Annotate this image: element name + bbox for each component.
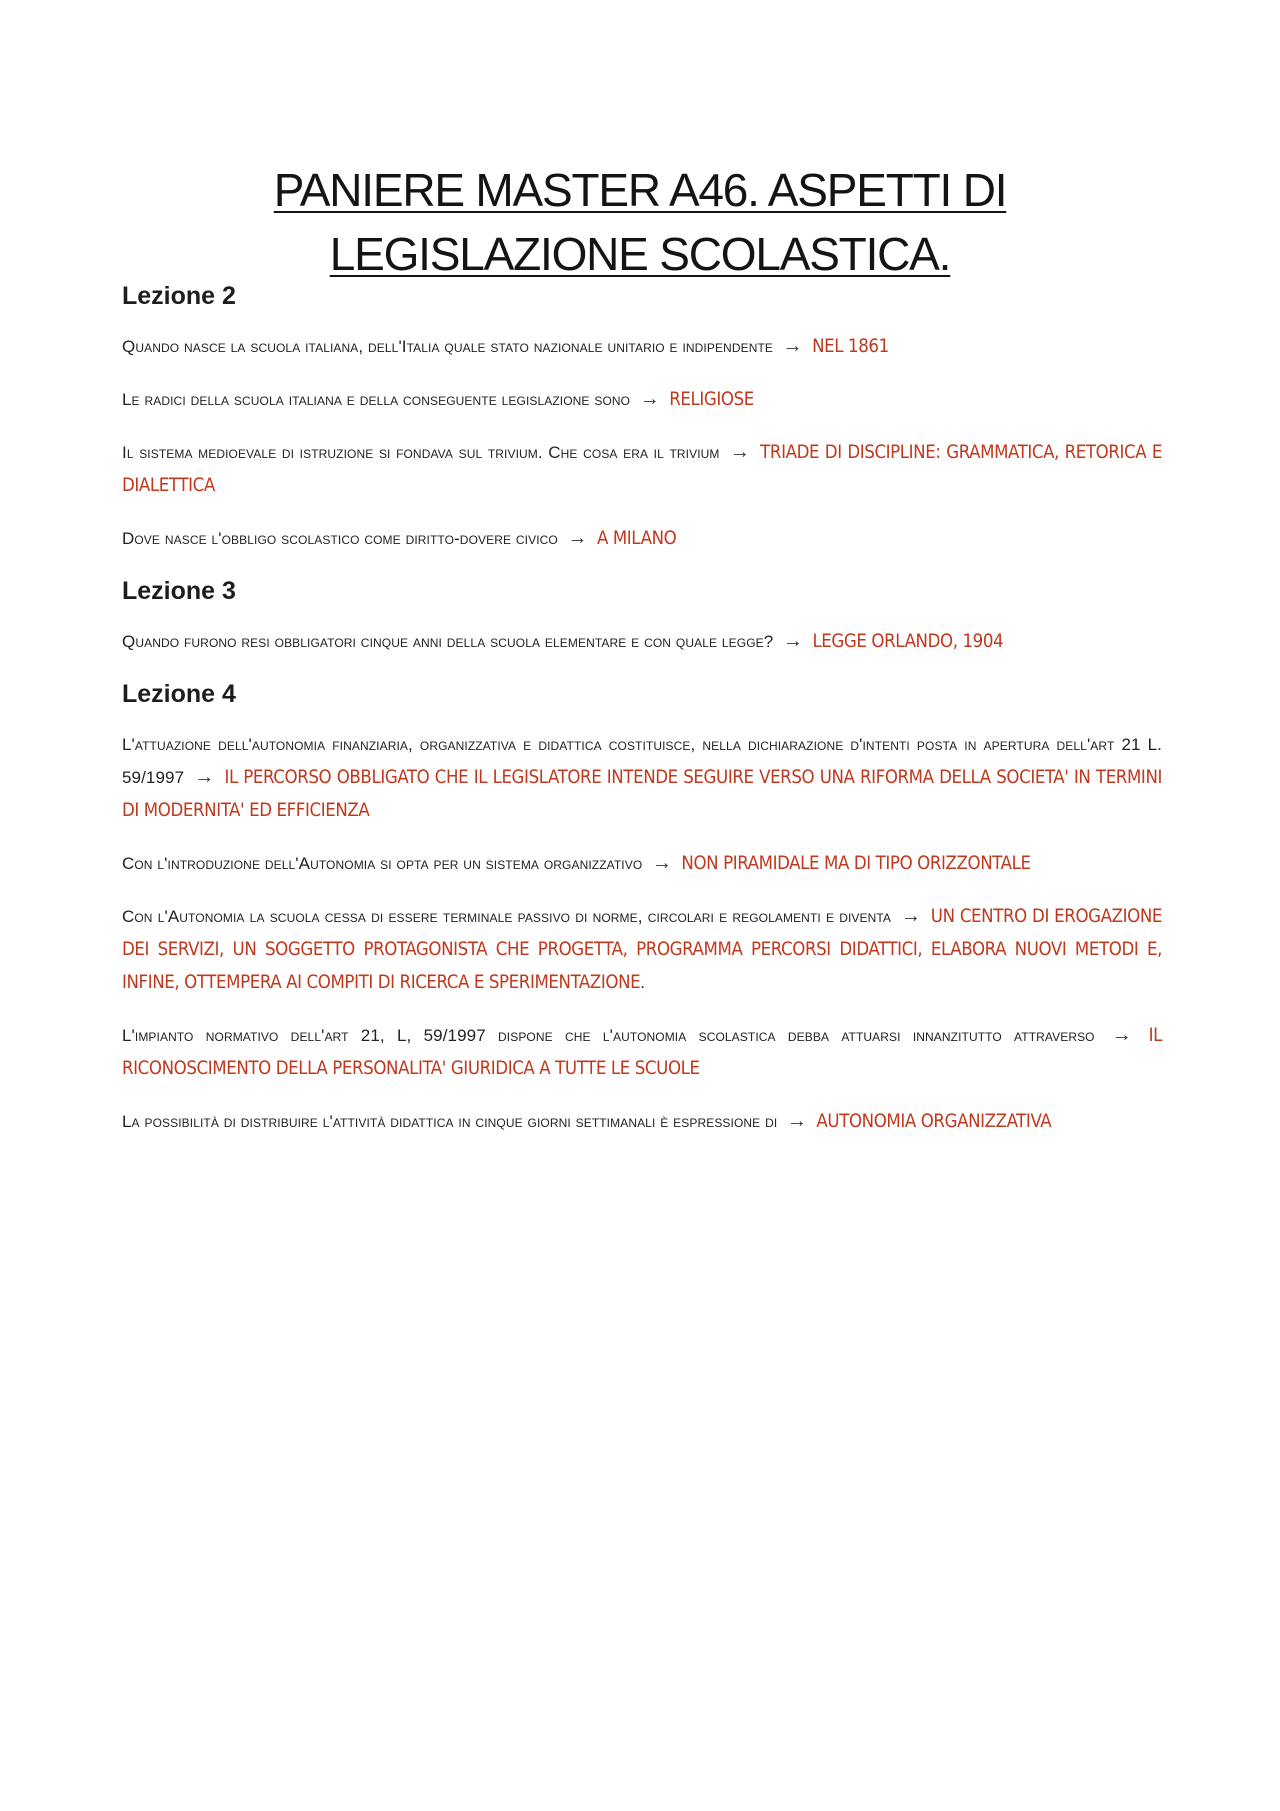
question-answer-item — [122, 625, 1162, 658]
right-arrow-icon: → — [723, 441, 757, 463]
question-text: La possibilità di distribuire l'attività didattica in cinque giorni settimanali è espressione di — [122, 1112, 778, 1131]
right-arrow-icon: → — [634, 388, 666, 410]
lesson-heading: Lezione 3 — [122, 577, 236, 605]
question-answer-item — [122, 1019, 1162, 1085]
answer-text: AUTONOMIA ORGANIZZATIVA — [816, 1111, 1052, 1132]
question-answer-item — [122, 522, 1162, 555]
question-answer-item — [122, 1105, 1162, 1138]
question-text: Dove nasce l'obbligo scolastico come diritto-dovere civico — [122, 529, 558, 548]
answer-text: NON PIRAMIDALE MA DI TIPO ORIZZONTALE — [681, 853, 1031, 874]
question-text: Quando nasce la scuola italiana, dell'Italia quale stato nazionale unitario e indipendente — [122, 337, 773, 356]
answer-text: IL RICONOSCIMENTO DELLA PERSONALITA' GIURIDICA A TUTTE LE SCUOLE — [122, 1025, 1162, 1079]
question-answer-item — [122, 436, 1162, 502]
answer-text: NEL 1861 — [812, 336, 889, 357]
question-text: Il sistema medioevale di istruzione si fondava sul trivium. Che cosa era il trivium — [122, 443, 720, 462]
question-answer-item — [122, 728, 1162, 827]
answer-tail: . — [640, 973, 645, 992]
document-title: PANIERE MASTER A46. ASPETTI DI LEGISLAZIONE SCOLASTICA. — [273, 164, 1007, 280]
question-text: Con l'introduzione dell'Autonomia si opta per un sistema organizzativo — [122, 854, 643, 873]
answer-text: TRIADE DI DISCIPLINE: GRAMMATICA, RETORICA E DIALETTICA — [122, 442, 1162, 496]
question-text: L'attuazione dell'autonomia finanziaria, organizzativa e didattica costituisce, nella dichiarazione d'intenti posta in apertura dell'art 21 L. 59/1997 — [122, 735, 1162, 787]
question-answer-item — [122, 383, 1162, 416]
right-arrow-icon: → — [188, 766, 221, 788]
right-arrow-icon: → — [1098, 1024, 1145, 1046]
answer-text: UN CENTRO DI EROGAZIONE DEI SERVIZI, UN SOGGETTO PROTAGONISTA CHE PROGETTA, PROGRAMMA PERCORSI DIDATTICI, ELABORA NUOVI METODI E, INFINE, OTTEMPERA AI COMPITI DI RICERCA E SPERIMENTAZIONE — [122, 906, 1163, 993]
right-arrow-icon: → — [895, 905, 927, 927]
lesson-section — [122, 280, 1162, 555]
lesson-section — [122, 575, 1162, 658]
question-answer-item — [122, 900, 1162, 999]
lesson-heading: Lezione 4 — [122, 680, 236, 708]
document-body — [122, 280, 1162, 1158]
right-arrow-icon: → — [561, 527, 593, 549]
right-arrow-icon: → — [646, 852, 678, 874]
lesson-heading: Lezione 2 — [122, 282, 236, 310]
question-answer-item — [122, 330, 1162, 363]
right-arrow-icon: → — [777, 335, 809, 357]
answer-text: IL PERCORSO OBBLIGATO CHE IL LEGISLATORE INTENDE SEGUIRE VERSO UNA RIFORMA DELLA SOCIETA' IN TERMINI DI MODERNITA' ED EFFICIENZA — [122, 767, 1162, 821]
question-answer-item — [122, 847, 1162, 880]
answer-text: LEGGE ORLANDO, 1904 — [812, 631, 1004, 652]
question-text: Le radici della scuola italiana e della conseguente legislazione sono — [122, 390, 631, 409]
answer-text: RELIGIOSE — [669, 389, 754, 410]
right-arrow-icon: → — [777, 630, 809, 652]
lesson-section — [122, 678, 1162, 1138]
question-text: L'impianto normativo dell'art 21, L, 59/1997 dispone che l'autonomia scolastica debba attuarsi innanzitutto attraverso — [122, 1026, 1095, 1045]
right-arrow-icon: → — [781, 1110, 813, 1132]
question-text: Quando furono resi obbligatori cinque anni della scuola elementare e con quale legge? — [122, 632, 774, 651]
question-text: Con l'Autonomia la scuola cessa di essere terminale passivo di norme, circolari e regolamenti e diventa — [122, 907, 892, 926]
answer-text: A MILANO — [596, 528, 677, 549]
